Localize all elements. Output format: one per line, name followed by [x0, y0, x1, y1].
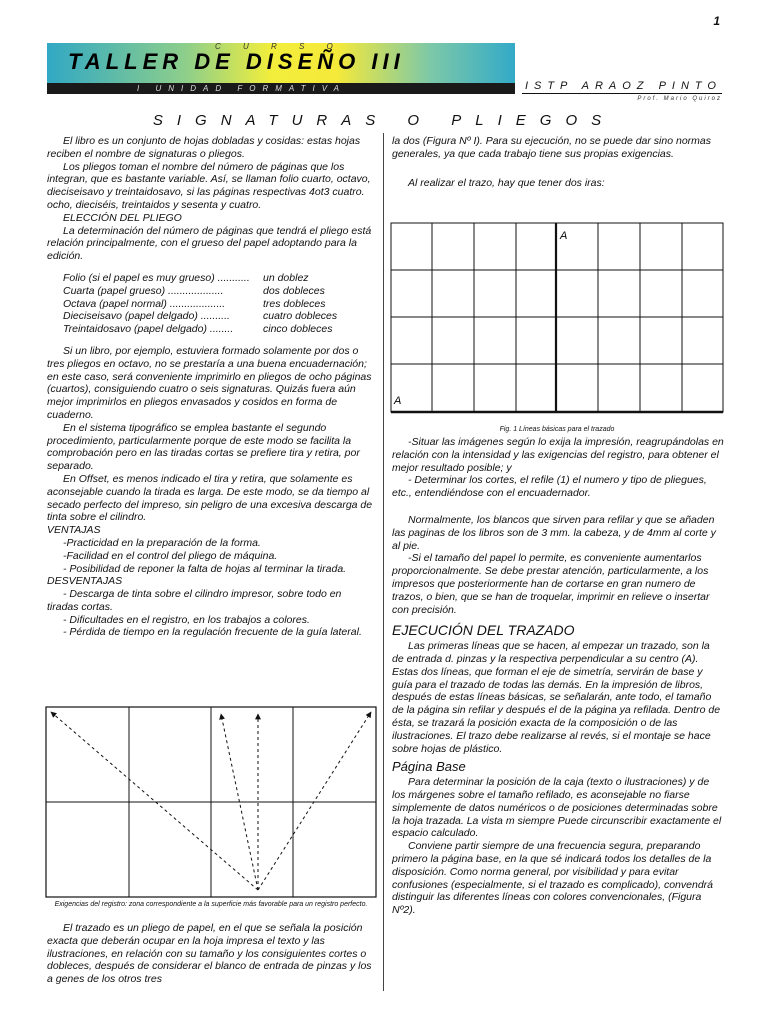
course-label: C U R S O — [215, 42, 343, 51]
paragraph: Para determinar la posición de la caja (texto o ilustraciones) y de los márgenes sobre el tamaño refilado, es aconsejable no fiarse simplemente de datos numéricos o de posiciones determinadas sobre la hoja trazada. La vista m siempre Puede circunscribir exactamente el espacio calculado. — [392, 776, 722, 840]
registration-diagram — [45, 706, 377, 898]
subheading-ventajas: VENTAJAS — [47, 524, 101, 537]
list-item: Octava (papel normal) ................... — [63, 297, 226, 310]
paragraph: Si un libro, por ejemplo, estuviera formado solamente por dos o tres pliegos en octavo, no se prestaría a una buena encuadernación; en este caso, será conveniente imprimirlo en pliegos de ocho páginas (cuartos), consiguiendo cuatro o seis signaturas. Quizás fuera aún mejor imprimirlos en pliegos envasados y cosidos en forma de cuaderno. — [47, 344, 372, 421]
course-title: TALLER DE DISEÑO III — [68, 49, 405, 74]
arrow-line — [258, 712, 371, 890]
paragraph: El trazado es un pliego de papel, en el que se señala la posición exacta que deberán ocupar en la hoja impresa el texto y las ilustraciones, en relación con su tamaño y los consiguientes cortes o dobleces, después de considerar el blanco de entrada de pinzas y los a genes de los otros tres — [47, 922, 372, 986]
list-item: cinco dobleces — [263, 323, 333, 336]
paragraph: Conviene partir siempre de una frecuencia segura, preparando primero la página base, en la que sé indicará todos los detalles de la disposición. Como norma general, por visibilidad y para evitar confusiones (especialmente, si el trazado es complicado), convendrá distinguir las diferentes líneas con colores convencionales, (Figura Nº2). — [392, 840, 714, 917]
header-rule — [522, 93, 722, 94]
list-item: -Practicidad en la preparación de la forma. — [63, 536, 261, 549]
paragraph: En el sistema tipográfico se emplea bastante el segundo procedimiento, particularmente porque de este modo se facilita la comprobación pero en las tiradas cortas se prefiere tira y retira, por separado. — [47, 421, 360, 473]
institution-name: ISTP ARAOZ PINTO — [524, 80, 722, 92]
list-item: dos dobleces — [263, 284, 325, 297]
heading-pagina-base: Página Base — [392, 759, 466, 775]
subheading-desventajas: DESVENTAJAS — [47, 575, 123, 588]
right-column-bottom — [392, 436, 724, 917]
unit-bar: I UNIDAD FORMATIVA — [47, 83, 515, 94]
paragraph: La determinación del número de páginas que tendrá el pliego está relación principalmente, con el grueso del papel adoptando para la edición. — [47, 224, 372, 263]
heading-ejecucion: EJECUCIÓN DEL TRAZADO — [392, 622, 575, 639]
professor-name: Prof. Mario Quiroz — [637, 96, 722, 102]
paragraph: -Si el tamaño del papel lo permite, es conveniente aumentarlos proporcionalmente. Se debe prestar atención, particularmente, a los impresos que posteriormente han de cortarse en gran numero de trazos, o bien, que se han de troquelar, imprimir en relieve o insertar con precisión. — [392, 552, 710, 616]
list-item: - Posibilidad de reponer la falta de hojas al terminar la tirada. — [63, 562, 347, 575]
paragraph: Los pliegos toman el nombre del número de páginas que los integran, que es bastante variable. Así, se llaman folio cuarto, octavo, dieciseisavo y treintaidosavo, si las páginas respectivas 4ot3 cuatro. ocho, dieciséis, treintaidos y sesenta y cuatro. — [47, 160, 371, 211]
list-item: -Facilidad en el control del pliego de máquina. — [63, 549, 278, 562]
paragraph: El libro es un conjunto de hojas dobladas y cosidas: estas hojas reciben el nombre de signaturas o pliegos. — [47, 135, 361, 160]
subheading-eleccion: ELECCIÓN DEL PLIEGO — [63, 211, 182, 224]
list-item: cuatro dobleces — [263, 310, 338, 323]
page-number: 1 — [713, 14, 720, 28]
label-a-bottom: A — [394, 395, 402, 407]
list-item: Dieciseisavo (papel delgado) .......... — [63, 310, 230, 323]
basic-lines-figure — [390, 222, 724, 415]
paragraph: -Situar las imágenes según lo exija la impresión, reagrupándolas en relación con la intensidad y las exigencias del registro, para obtener el mejor resultado posible; y — [392, 436, 724, 474]
list-item: un doblez — [263, 271, 309, 284]
left-column — [47, 135, 375, 639]
paper-fold-list — [47, 272, 375, 336]
paragraph: En Offset, es menos indicado el tira y retira, que solamente es aconsejable cuando la tirada es larga. De este modo, se da tiempo al secado perfecto del impreso, sin peligro de una excesiva descarga de tinta sobre el cilindro. — [47, 472, 373, 524]
list-item: - Pérdida de tiempo en la regulación frecuente de la guía lateral. — [63, 626, 362, 639]
label-a-top: A — [560, 230, 568, 242]
figure-caption: Exigencias del registro: zona correspondiente a la superficie más favorable para un registro perfecto. — [54, 901, 368, 908]
section-title: SIGNATURAS O PLIEGOS — [152, 112, 616, 129]
right-column-top — [392, 135, 722, 189]
list-item: Treintaidosavo (papel delgado) ........ — [63, 323, 234, 336]
paragraph: - Determinar los cortes, el refile (1) el numero y tipo de pliegues, etc., entendiéndose con el encuadernador. — [392, 474, 707, 500]
list-item: - Dificultades en el registro, en los trabajos a colores. — [63, 613, 310, 626]
list-item: Cuarta (papel grueso) ................... — [63, 284, 224, 297]
column-divider — [383, 133, 384, 991]
list-item: Folio (si el papel es muy grueso) ........... — [63, 271, 250, 284]
paragraph: la dos (Figura Nº I). Para su ejecución, no se puede dar sino normas generales, ya que cada trabajo tiene sus propias exigencias. — [392, 135, 711, 160]
arrow-line — [51, 712, 258, 890]
list-item: tres dobleces — [263, 297, 326, 310]
paragraph: Al realizar el trazo, hay que tener dos iras: — [408, 176, 605, 189]
left-column-bottom — [47, 922, 375, 986]
figure-caption: Fig. 1 Líneas básicas para el trazado — [499, 426, 615, 433]
paragraph: Las primeras líneas que se hacen, al empezar un trazado, son la de entrada d. pinzas y la respectiva perpendicular a su centro (A). Estas dos líneas, que forman el eje de simetría, servirán de base y guía para el trazado de todas las demás. En la impresión de libros, después de estas líneas básicas, se señalarán, ante todo, el tamaño de la página sin refilar y después el de la página ya refilada. Dentro de ésta, se trazará la posición exacta de la composición o de las ilustraciones. El trazo debe realizarse al revés, si el montaje se hace sobre hojas de plástico. — [392, 640, 721, 755]
paragraph: Normalmente, los blancos que sirven para refilar y que se añaden las paginas de los libros son de 3 mm. la cabeza, y de 4mm al corte y al pie. — [392, 513, 716, 552]
list-item: - Descarga de tinta sobre el cilindro impresor, sobre todo en tiradas cortas. — [47, 588, 342, 613]
